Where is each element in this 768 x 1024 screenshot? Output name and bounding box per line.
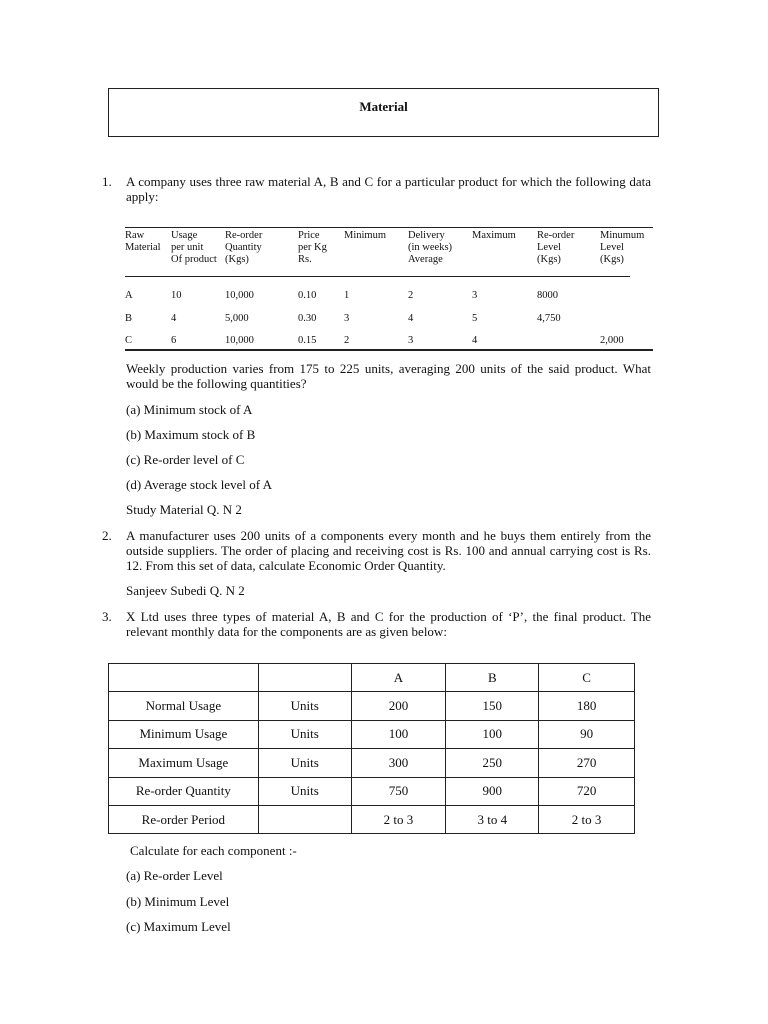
t2-label: Re-order Quantity (109, 777, 259, 805)
t2-unit: Units (258, 720, 351, 748)
t1-row-a-maximum: 3 (472, 290, 478, 301)
q1-item-c: (c) Re-order level of C (126, 452, 245, 467)
page-title: Material (359, 99, 408, 114)
t2-value: 720 (539, 777, 635, 805)
t2-value: 100 (446, 720, 539, 748)
question-3-number: 3. (102, 609, 112, 624)
t1-header-delivery: Delivery (in weeks) Average (408, 230, 453, 265)
t2-value: 3 to 4 (446, 805, 539, 833)
t2-unit: Units (258, 777, 351, 805)
t1-header-minimum: Minimum (344, 230, 387, 241)
t2-label: Normal Usage (109, 692, 259, 720)
table-1-bottom-rule (125, 349, 653, 351)
t1-row-a-delivery: 2 (408, 290, 414, 301)
t1-row-b-reorder-level: 4,750 (537, 313, 561, 324)
t1-row-a-minimum: 1 (344, 290, 350, 301)
q3-item-c: (c) Maximum Level (126, 919, 231, 934)
t1-row-b-material: B (125, 313, 133, 324)
t2-unit: Units (258, 692, 351, 720)
t1-row-c-delivery: 3 (408, 335, 414, 346)
t1-row-c-reorder-qty: 10,000 (225, 335, 254, 346)
t1-row-b-delivery: 4 (408, 313, 414, 324)
t1-row-b-minimum: 3 (344, 313, 350, 324)
question-1-followup: Weekly production varies from 175 to 225 units, averaging 200 units of the said product. What would be the following quantities? (126, 361, 651, 391)
q1-item-d: (d) Average stock level of A (126, 477, 272, 492)
table-row (109, 805, 635, 833)
t2-header-a: A (351, 664, 446, 692)
table-row (109, 749, 635, 777)
t2-value: 90 (539, 720, 635, 748)
t2-label: Minimum Usage (109, 720, 259, 748)
t2-header-cell (109, 664, 259, 692)
t2-value: 180 (539, 692, 635, 720)
t2-header-b: B (446, 664, 539, 692)
question-2-text: A manufacturer uses 200 units of a components every month and he buys them entirely from the outside suppliers. The order of placing and receiving cost is Rs. 100 and annual carrying cost is Rs. 12. From this set of data, calculate Economic Order Quantity. (126, 528, 651, 573)
t1-header-minimum-level: Minumum Level (Kgs) (600, 230, 645, 265)
t1-row-c-price: 0.15 (298, 335, 317, 346)
t2-unit: Units (258, 749, 351, 777)
title-box (108, 88, 659, 137)
t2-unit (258, 805, 351, 833)
t2-value: 200 (351, 692, 446, 720)
t1-row-b-maximum: 5 (472, 313, 478, 324)
t1-header-maximum: Maximum (472, 230, 516, 241)
t2-value: 150 (446, 692, 539, 720)
table-row (109, 777, 635, 805)
q1-item-b: (b) Maximum stock of B (126, 427, 256, 442)
q1-item-a: (a) Minimum stock of A (126, 402, 253, 417)
t1-row-a-reorder-qty: 10,000 (225, 290, 254, 301)
t2-value: 750 (351, 777, 446, 805)
t2-value: 250 (446, 749, 539, 777)
table-1-top-rule (125, 227, 653, 228)
t1-row-c-minimum-level: 2,000 (600, 335, 624, 346)
q2-reference: Sanjeev Subedi Q. N 2 (126, 583, 245, 598)
q1-reference: Study Material Q. N 2 (126, 502, 242, 517)
t1-row-a-price: 0.10 (298, 290, 317, 301)
question-2-number: 2. (102, 528, 112, 543)
t1-header-raw-material: Raw Material (125, 230, 161, 253)
t1-header-price: Price per Kg Rs. (298, 230, 327, 265)
t1-row-c-usage: 6 (171, 335, 177, 346)
t1-row-c-material: C (125, 335, 133, 346)
table-2 (108, 663, 635, 834)
table-row (109, 720, 635, 748)
t2-value: 300 (351, 749, 446, 777)
t1-header-usage: Usage per unit Of product (171, 230, 217, 265)
t2-value: 900 (446, 777, 539, 805)
t1-row-a-usage: 10 (171, 290, 182, 301)
q3-item-a: (a) Re-order Level (126, 868, 223, 883)
t2-value: 270 (539, 749, 635, 777)
t2-value: 2 to 3 (539, 805, 635, 833)
question-1-text: A company uses three raw material A, B and C for a particular product for which the following data apply: (126, 174, 651, 204)
t1-row-b-price: 0.30 (298, 313, 317, 324)
t1-row-b-usage: 4 (171, 313, 177, 324)
t1-header-reorder-level: Re-order Level (Kgs) (537, 230, 575, 265)
q3-calculate-text: Calculate for each component :- (130, 843, 297, 858)
t2-header-row (109, 664, 635, 692)
question-1-number: 1. (102, 174, 112, 189)
question-3-text: X Ltd uses three types of material A, B and C for the production of ‘P’, the final product. The relevant monthly data for the components are as given below: (126, 609, 651, 639)
t2-header-cell (258, 664, 351, 692)
t2-value: 100 (351, 720, 446, 748)
q3-item-b: (b) Minimum Level (126, 894, 230, 909)
t1-row-c-minimum: 2 (344, 335, 350, 346)
t2-header-c: C (539, 664, 635, 692)
t2-value: 2 to 3 (351, 805, 446, 833)
t1-row-a-reorder-level: 8000 (537, 290, 558, 301)
t1-header-reorder-qty: Re-order Quantity (Kgs) (225, 230, 263, 265)
t1-row-c-maximum: 4 (472, 335, 478, 346)
t1-row-b-reorder-qty: 5,000 (225, 313, 249, 324)
t2-label: Re-order Period (109, 805, 259, 833)
t1-row-a-material: A (125, 290, 133, 301)
table-row (109, 692, 635, 720)
t2-label: Maximum Usage (109, 749, 259, 777)
table-1-header-rule (125, 276, 630, 277)
